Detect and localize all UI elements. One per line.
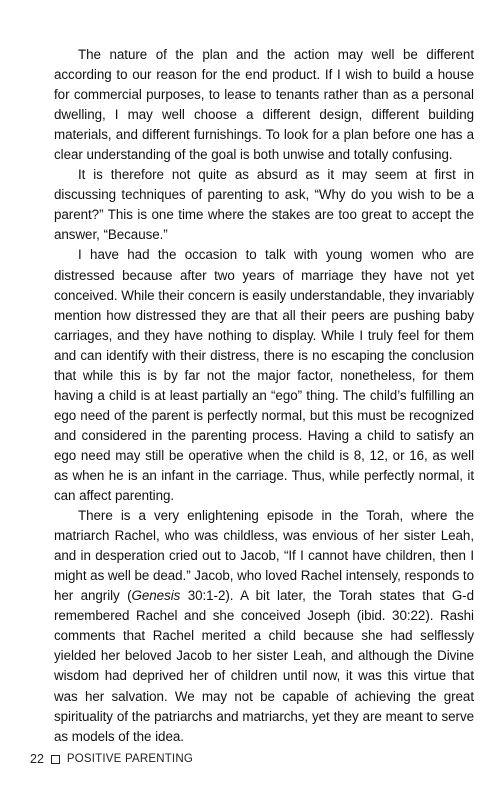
rachel-text-after: 30:1-2). A bit later, the Torah states that G-d remembered Rachel and she conceived Joseph (ibid. 30:22). Rashi comments that Rachel merited a child because she had selflessly yielded her beloved Jacob to her sister Leah, and although the Divine wisdom had deprived her of children until now, it was this virtue that was her salvation. We may not be capable of achieving the great spirituality of the patriarchs and matriarchs, yet they are meant to serve as models of the idea. — [54, 588, 474, 744]
page-footer — [30, 751, 193, 767]
paragraph-plan-purpose: The nature of the plan and the action may well be different according to our reason for the end product. If I wish to build a house for commercial purposes, to lease to tenants rather than as a personal dwelling, I may well choose a different design, different building materials, and different furnishings. To look for a plan before one has a clear understanding of the goal is both unwise and totally confusing. — [54, 47, 474, 163]
page-number: 22 — [30, 752, 44, 766]
paragraph-ego-need: I have had the occasion to talk with young women who are distressed because after two years of marriage they have not yet conceived. While their concern is easily understandable, they invariably mention how distressed they are that all their peers are pushing baby carriages, and they have nothing to display. While I truly feel for them and can identify with their distress, there is no escaping the conclusion that while this is by far not the major factor, nonetheless, for them having a child is at least partially an “ego” thing. The child’s fulfilling an ego need of the parent is perfectly normal, but this must be recognized and considered in the parenting process. Having a child to satisfy an ego need may still be operative when the child is 8, 12, or 16, as well as when he is an infant in the carriage. Thus, while perfectly normal, it can affect parenting. — [54, 247, 474, 504]
square-separator-icon — [51, 755, 60, 764]
genesis-citation: Genesis — [131, 588, 181, 604]
rachel-text-before: There is a very enlightening episode in the Torah, where the matriarch Rachel, who was childless, was envious of her sister Leah, and in desperation cried out to Jacob, “If I cannot have children, then I might as well be dead.” Jacob, who loved Rachel intensely, responds to her angrily ( — [54, 508, 474, 604]
paragraph-rachel-episode — [54, 506, 474, 747]
running-title: POSITIVE PARENTING — [66, 753, 193, 765]
paragraph-why-parent: It is therefore not quite as absurd as it may seem at first in discussing techniques of parenting to ask, “Why do you wish to be a parent?” This is one time where the stakes are too great to accept the answer, “Because.” — [54, 167, 474, 243]
body-text — [54, 45, 474, 747]
